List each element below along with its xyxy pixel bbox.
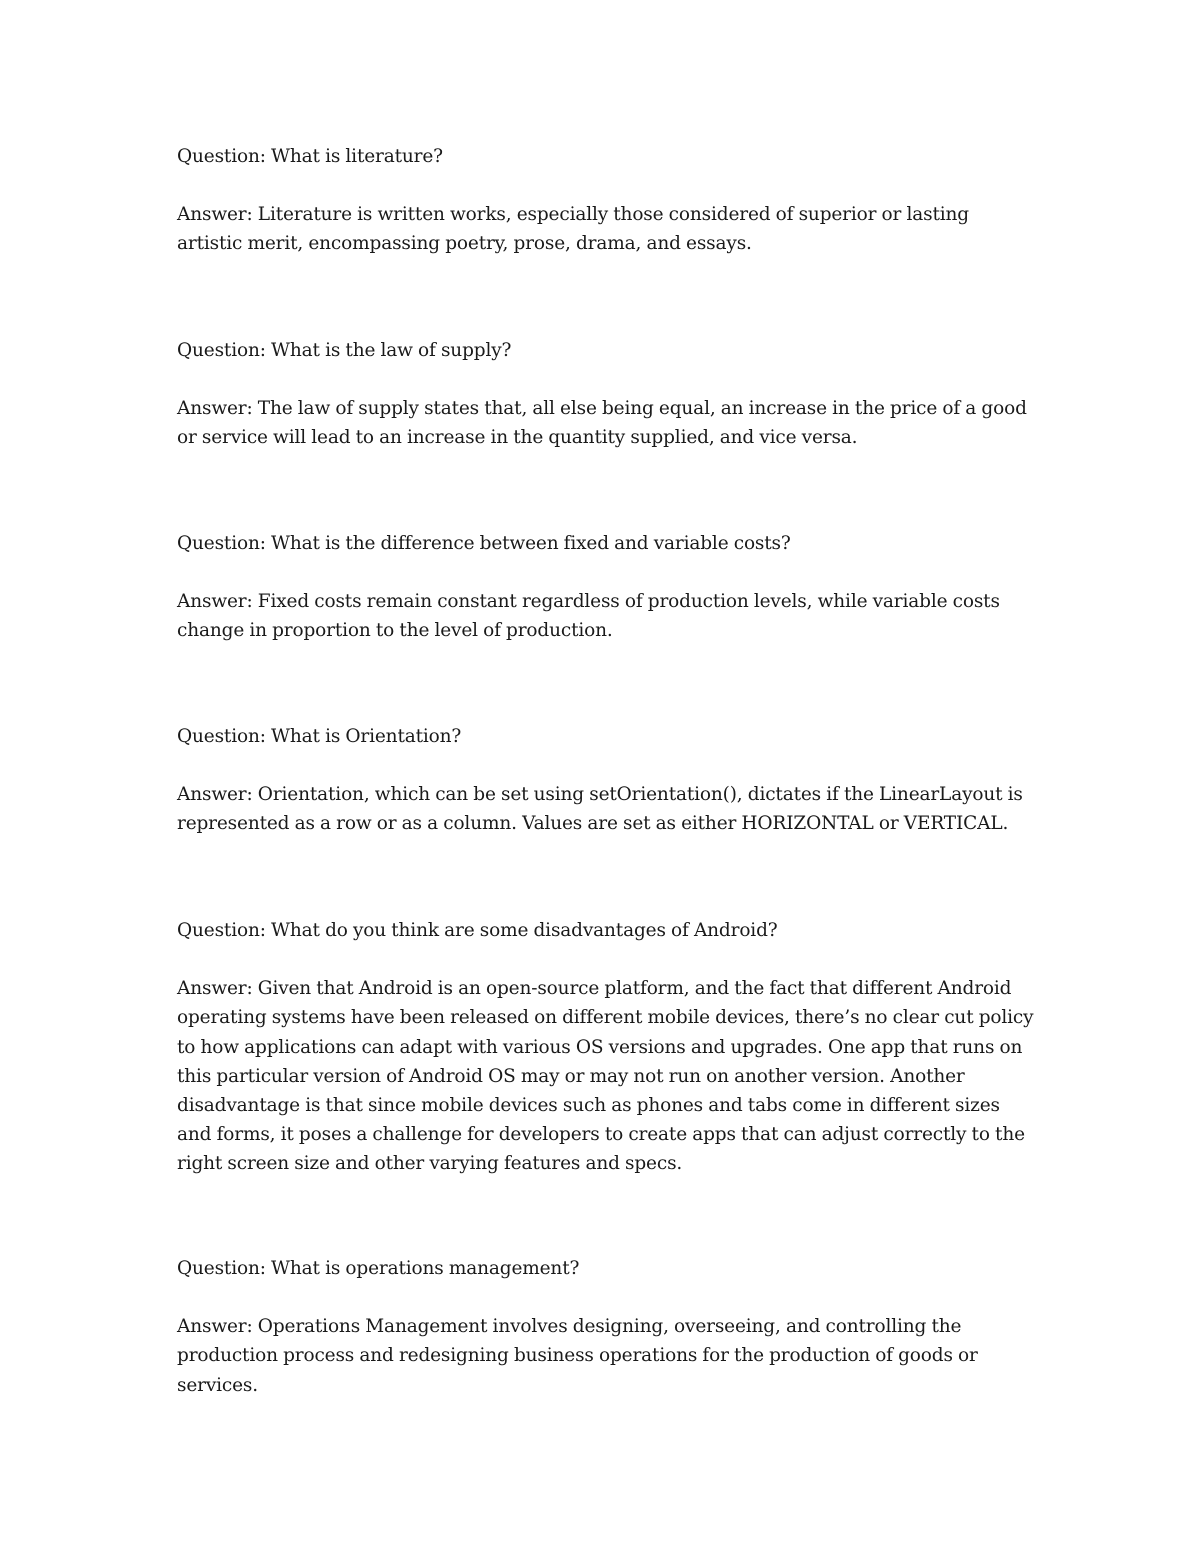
answer-text: Answer: Operations Management involves designing, overseeing, and controlling the production process and redesigning business operations for the production of goods or services. — [177, 1316, 978, 1396]
question-text: Question: What is the law of supply? — [177, 340, 512, 361]
answer-text: Answer: Orientation, which can be set using setOrientation(), dictates if the LinearLayout is represented as a row or as a column. Values are set as either HORIZONTAL or VERTICAL. — [177, 784, 1023, 835]
question-text: Question: What is the difference between fixed and variable costs? — [177, 533, 791, 554]
qa-block — [177, 529, 1037, 646]
qa-block — [177, 336, 1037, 453]
answer-text: Answer: Fixed costs remain constant regardless of production levels, while variable costs change in proportion to the level of production. — [177, 591, 1000, 642]
qa-block — [177, 916, 1037, 1179]
question-text: Question: What is Orientation? — [177, 726, 462, 747]
qa-block — [177, 142, 1037, 259]
answer-text: Answer: Given that Android is an open-source platform, and the fact that different Android operating systems have been released on different mobile devices, there’s no clear cut policy to how applications can adapt with various OS versions and upgrades. One app that runs on this particular version of Android OS may or may not run on another version. Another disadvantage is that since mobile devices such as phones and tabs come in different sizes and forms, it poses a challenge for developers to create apps that can adjust correctly to the right screen size and other varying features and specs. — [177, 978, 1034, 1175]
question-text: Question: What is literature? — [177, 146, 443, 167]
question-text: Question: What do you think are some disadvantages of Android? — [177, 920, 778, 941]
answer-text: Answer: Literature is written works, especially those considered of superior or lasting artistic merit, encompassing poetry, prose, drama, and essays. — [177, 204, 969, 255]
qa-block — [177, 1254, 1037, 1400]
qa-block — [177, 722, 1037, 839]
question-text: Question: What is operations management? — [177, 1258, 580, 1279]
answer-text: Answer: The law of supply states that, all else being equal, an increase in the price of a good or service will lead to an increase in the quantity supplied, and vice versa. — [177, 398, 1027, 449]
